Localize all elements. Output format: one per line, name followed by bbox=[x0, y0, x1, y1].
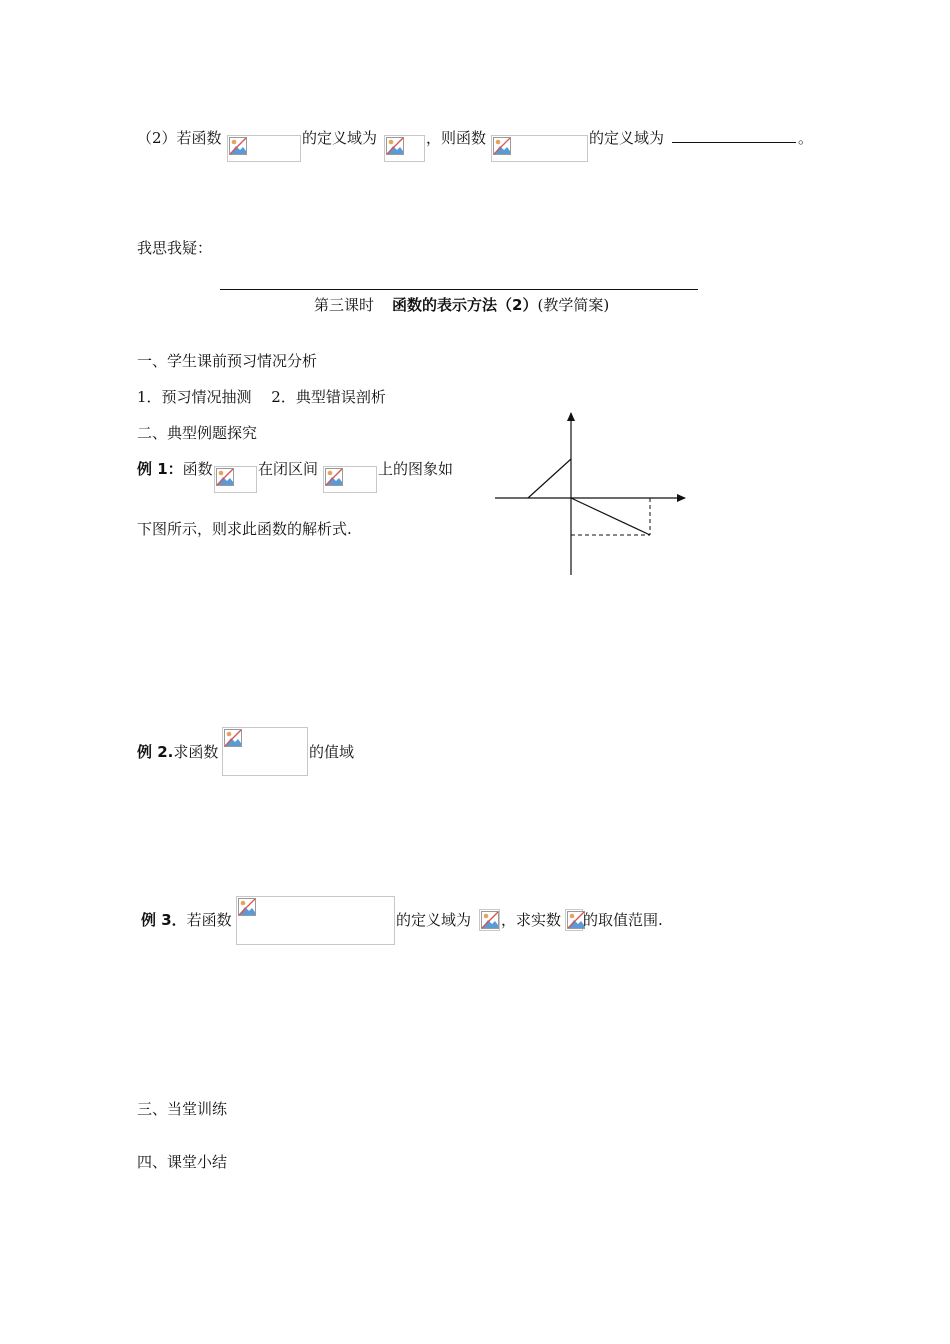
broken-image-icon bbox=[386, 137, 404, 155]
example-1-text bbox=[137, 459, 213, 479]
broken-image-icon bbox=[224, 729, 242, 747]
example-1-label: 例 1： bbox=[137, 460, 183, 478]
broken-image-icon bbox=[493, 137, 511, 155]
example-3-t4: 的取值范围. bbox=[583, 911, 663, 929]
formula-image-example2 bbox=[222, 727, 308, 776]
example-1-t2: 在闭区间 bbox=[258, 460, 319, 478]
example-1-t4: 下图所示，则求此函数的解析式. bbox=[137, 520, 352, 538]
formula-image-example1-fx bbox=[214, 466, 257, 493]
example-3-label: 例 3． bbox=[141, 911, 187, 929]
header-rule bbox=[220, 289, 698, 290]
q2-suffix: 。 bbox=[798, 129, 814, 147]
answer-blank bbox=[672, 128, 796, 148]
section-1-heading: 一、学生课前预习情况分析 bbox=[137, 352, 318, 370]
formula-image-example3 bbox=[236, 896, 395, 945]
broken-image-icon bbox=[481, 911, 499, 929]
broken-image-icon bbox=[229, 137, 247, 155]
formula-image-example3-param bbox=[565, 909, 583, 931]
example-1-t3: 上的图象如 bbox=[378, 460, 454, 478]
example-2-t2: 的值域 bbox=[309, 743, 355, 761]
example-2-t1: 求函数 bbox=[173, 743, 219, 761]
lesson-number: 第三课时 bbox=[314, 296, 375, 314]
section-4-heading: 四、课堂小结 bbox=[137, 1153, 228, 1171]
example-1-t1: 函数 bbox=[182, 460, 213, 478]
formula-image-example1-interval bbox=[323, 466, 377, 493]
example-3-t2: 的定义域为 bbox=[396, 911, 472, 929]
function-graph bbox=[490, 405, 690, 580]
section-3-heading: 三、当堂训练 bbox=[137, 1100, 228, 1118]
formula-image-gx bbox=[491, 135, 588, 162]
broken-image-icon bbox=[238, 898, 256, 916]
example-2-text bbox=[137, 742, 218, 762]
q2-mid1: 的定义域为 bbox=[302, 129, 378, 147]
example-3-t1: 若函数 bbox=[186, 911, 232, 929]
broken-image-icon bbox=[216, 468, 234, 486]
q2-mid3: 的定义域为 bbox=[589, 129, 665, 147]
q2-mid2: ，则函数 bbox=[426, 129, 487, 147]
example-2-label: 例 2. bbox=[137, 743, 174, 761]
lesson-type: (教学简案) bbox=[537, 296, 610, 314]
example-3-t3: ，求实数 bbox=[501, 911, 562, 929]
reflection-label: 我思我疑： bbox=[137, 239, 213, 257]
formula-image-domain bbox=[384, 135, 425, 162]
graph-segment-right bbox=[571, 498, 650, 535]
section-1-items: 1．预习情况抽测 2．典型错误剖析 bbox=[137, 388, 386, 406]
formula-image-fx bbox=[227, 135, 301, 162]
lesson-topic: 函数的表示方法（2） bbox=[392, 296, 538, 314]
section-2-heading: 二、典型例题探究 bbox=[137, 424, 258, 442]
lesson-header bbox=[314, 295, 609, 315]
example-3-text bbox=[141, 910, 232, 930]
graph-segment-left bbox=[528, 459, 571, 498]
formula-image-example3-domain bbox=[479, 909, 500, 931]
broken-image-icon bbox=[325, 468, 343, 486]
q2-prefix: （2）若函数 bbox=[137, 129, 222, 147]
